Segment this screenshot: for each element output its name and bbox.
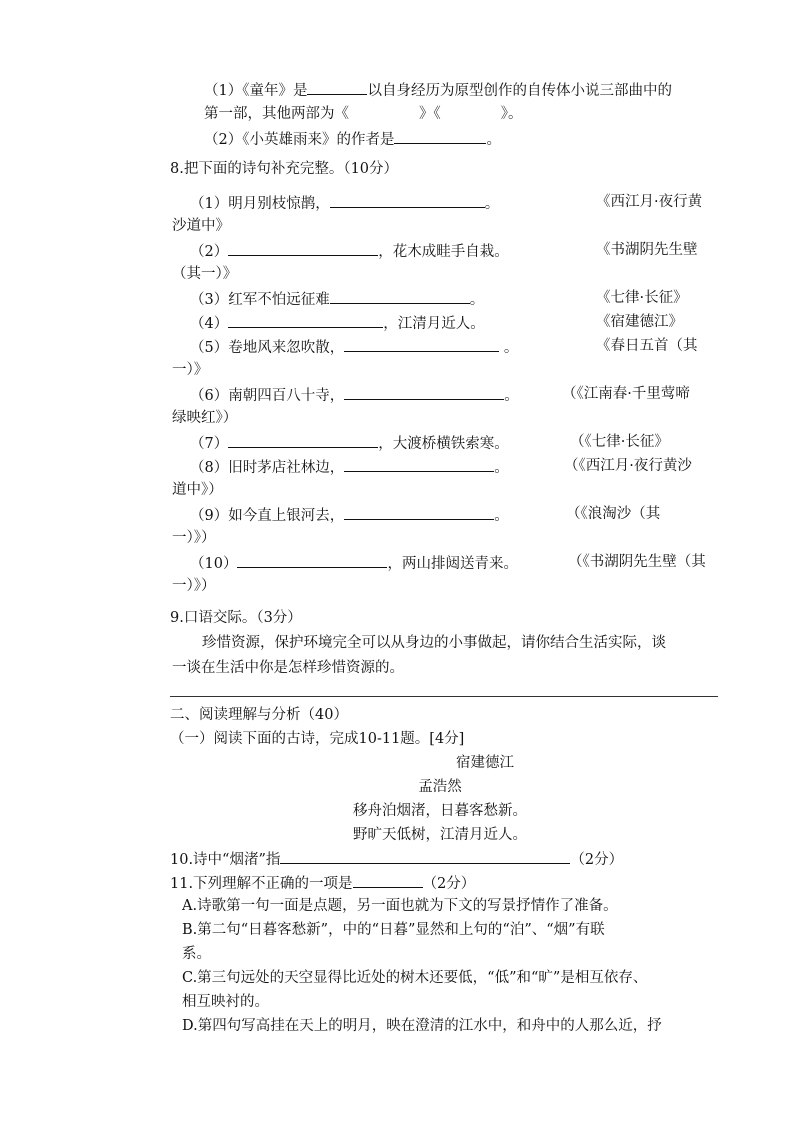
q9-prompt-line-2: 一谈在生活中你是怎样珍惜资源的。 [172, 660, 404, 676]
q8-source-6: （《江南春·千里莺啼 [562, 386, 690, 402]
q8-item-3: （3）红军不怕远征难 。 [190, 288, 484, 310]
q8-blank-4[interactable] [228, 312, 383, 328]
q7-2-middle: 》《 [419, 106, 441, 122]
q8-blank-8[interactable] [344, 456, 494, 472]
q8-item-1: （1）明月别枝惊鹊， 。 [190, 192, 499, 214]
q8-source-6-cont: 绿映红》） [172, 410, 238, 426]
poem-title: 宿建德江 [456, 755, 514, 771]
q9-title: 9.口语交际。（3分） [170, 610, 302, 626]
q8-source-10-cont: 一）》） [172, 578, 216, 594]
q11-option-c-line-2: 相互映衬的。 [182, 994, 269, 1010]
q8-source-1: 《西江月·夜行黄 [596, 194, 703, 210]
q8-item-9: （9）如今直上银河去， 。 [190, 504, 509, 526]
poem-line-1: 移舟泊烟渚，日暮客愁新。 [353, 803, 527, 819]
q7-2-prefix: 第一部，其他两部为《 [204, 106, 349, 122]
q8-blank-10[interactable] [237, 552, 387, 568]
q8-blank-2[interactable] [228, 240, 378, 256]
poem-author: 孟浩然 [418, 779, 462, 795]
q7-line-1 [204, 79, 672, 101]
section-2-sub-1: （一）阅读下面的古诗，完成10-11题。[4分] [170, 731, 465, 747]
q7-1-suffix: 以自身经历为原型创作的自传体小说三部曲中的 [367, 83, 672, 99]
q7-3-suffix: 。 [486, 132, 501, 148]
q8-blank-7[interactable] [228, 432, 378, 448]
q9-answer-line[interactable] [170, 696, 718, 697]
q7-3-prefix: （2）《小英雄雨来》的作者是 [204, 132, 395, 148]
q8-item-8: （8）旧时茅店社林边， 。 [190, 456, 509, 478]
q9-prompt-line-1: 珍惜资源，保护环境完全可以从身边的小事做起，请你结合生活实际，谈 [202, 635, 666, 651]
section-2-title: 二、阅读理解与分析（40） [170, 707, 348, 723]
q8-source-3: 《七律·长征》 [596, 290, 688, 306]
q8-item-4: （4） ，江清月近人。 [190, 312, 485, 334]
q11-option-b-line-1: B.第二句“日暮客愁新”，中的“日暮”显然和上句的“泊”、“烟”有联 [182, 922, 605, 938]
q7-2-suffix: 》。 [500, 106, 523, 122]
q11-blank[interactable] [353, 872, 423, 888]
q8-item-6: （6）南朝四百八十寺， 。 [190, 384, 519, 406]
q7-line-2 [204, 104, 523, 124]
q11-option-a: A.诗歌第一句一面是点题，另一面也就为下文的写景抒情作了准备。 [182, 898, 618, 914]
q8-item-10: （10） ，两山排闼送青来。 [190, 552, 518, 574]
q11-option-c-line-1: C.第三句远处的天空显得比近处的树木还要低，“低”和“旷”是相互依存、 [182, 970, 648, 986]
q8-source-9-cont: 一）》） [172, 530, 216, 546]
q8-source-10: （《书湖阴先生壁（其 [568, 554, 706, 570]
q8-item-2: （2） ，花木成畦手自栽。 [190, 240, 509, 262]
q8-source-9: （《浪淘沙（其 [566, 506, 661, 522]
q8-source-2: 《书湖阴先生壁 [596, 242, 698, 258]
q7-1-prefix: （1）《童年》是 [204, 83, 308, 99]
poem-line-2: 野旷天低树，江清月近人。 [353, 827, 527, 843]
q8-source-8: （《西江月·夜行黄沙 [564, 458, 692, 474]
q8-source-7: （《七律·长征》 [570, 434, 669, 450]
q11-option-d-line-1: D.第四句写高挂在天上的明月，映在澄清的江水中，和舟中的人那么近，抒 [182, 1018, 662, 1034]
q8-source-2-cont: （其一）》 [172, 266, 238, 282]
q8-blank-6[interactable] [344, 384, 504, 400]
q11: 11.下列理解不正确的一项是 （2分） [170, 872, 475, 894]
q8-blank-9[interactable] [344, 504, 494, 520]
q7-3-blank[interactable] [394, 128, 486, 144]
q8-source-4: 《宿建德江》 [596, 314, 683, 330]
q8-item-5: （5）卷地风来忽吹散， 。 [190, 336, 518, 358]
q8-source-8-cont: 道中》） [172, 482, 223, 498]
q7-1-blank[interactable] [307, 79, 367, 95]
q8-blank-5[interactable] [344, 336, 499, 352]
q11-option-b-line-2: 系。 [182, 946, 211, 962]
q8-title: 8.把下面的诗句补充完整。（10分） [170, 161, 399, 177]
q8-source-5-cont: 一）》 [172, 362, 209, 378]
q8-item-7: （7） ，大渡桥横铁索寒。 [190, 432, 509, 454]
q8-source-1-cont: 沙道中》 [172, 218, 230, 234]
q8-source-5: 《春日五首（其 [596, 338, 698, 354]
q10: 10.诗中“烟渚”指 （2分） [170, 848, 623, 870]
q7-line-3 [204, 128, 501, 150]
q8-blank-3[interactable] [330, 288, 470, 304]
q10-blank[interactable] [280, 848, 570, 864]
q8-blank-1[interactable] [330, 192, 485, 208]
